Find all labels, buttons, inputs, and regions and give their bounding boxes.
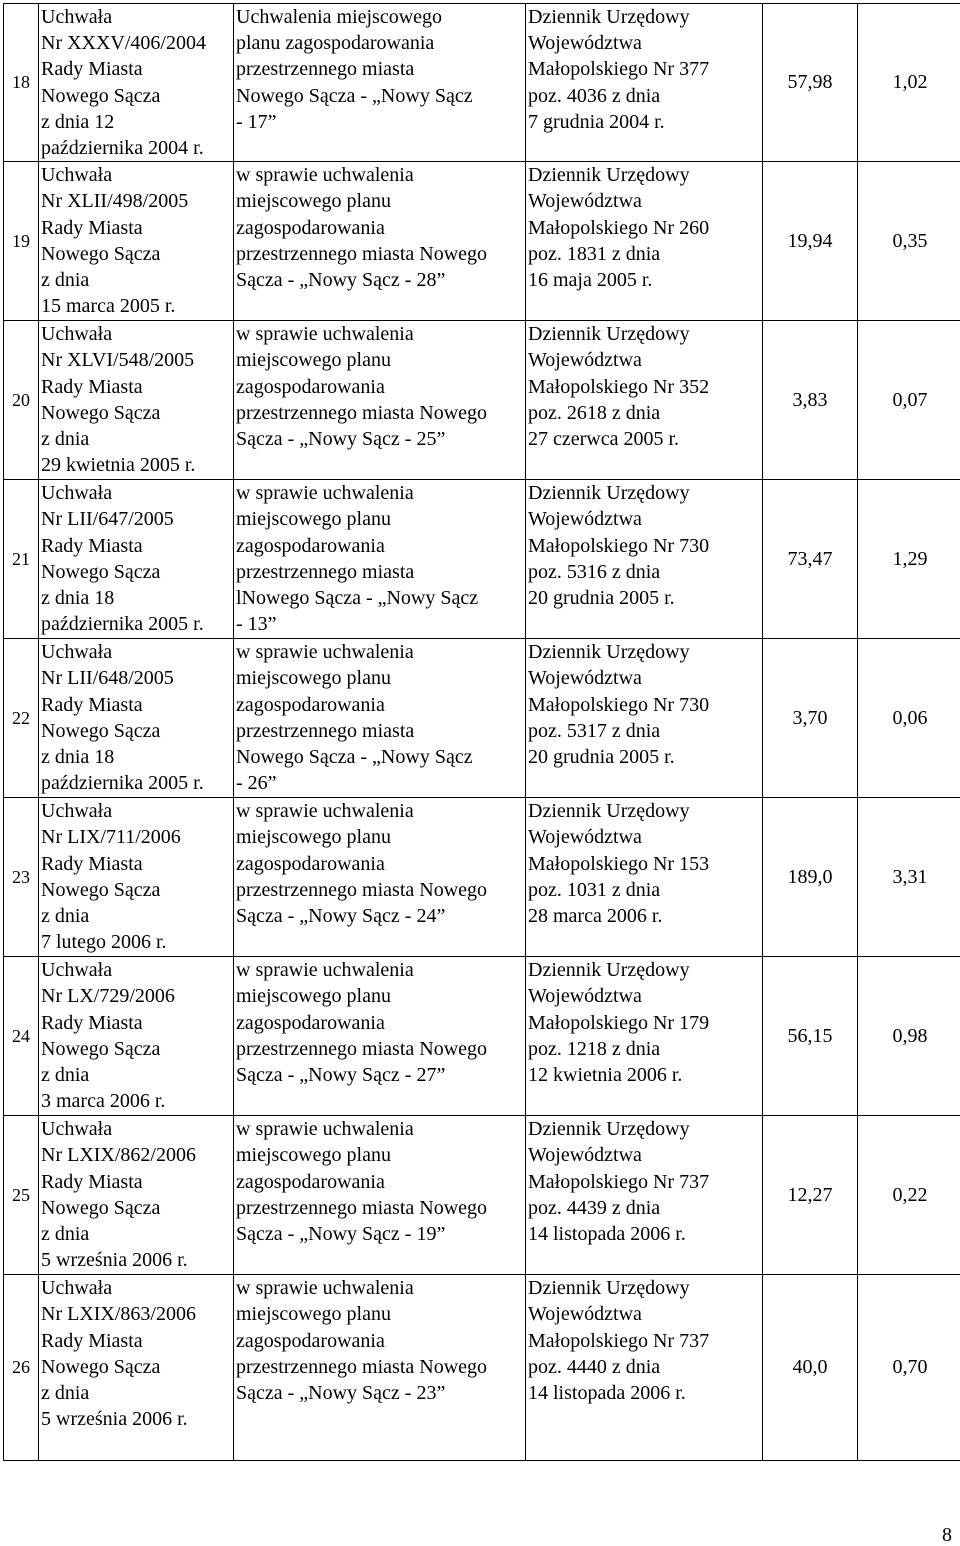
subject-cell: w sprawie uchwalenia miejscowego planu zagospodarowania przestrzennego miasta Nowego Sącza - „Nowy Sącz - 27” [234, 957, 526, 1116]
table-row [4, 4, 960, 162]
share-cell: 0,70 [858, 1275, 960, 1461]
subject-cell: w sprawie uchwalenia miejscowego planu zagospodarowania przestrzennego miasta lNowego Sącza - „Nowy Sącz - 13” [234, 480, 526, 639]
resolution-cell: Uchwała Nr LII/648/2005 Rady Miasta Nowego Sącza z dnia 18 października 2005 r. [39, 639, 234, 798]
subject-cell: Uchwalenia miejscowego planu zagospodarowania przestrzennego miasta Nowego Sącza - „Nowy Sącz - 17” [234, 4, 526, 162]
resolution-cell: Uchwała Nr XXXV/406/2004 Rady Miasta Nowego Sącza z dnia 12 października 2004 r. [39, 4, 234, 162]
row-number: 25 [4, 1116, 39, 1275]
row-number: 20 [4, 321, 39, 480]
resolution-cell: Uchwała Nr XLVI/548/2005 Rady Miasta Nowego Sącza z dnia 29 kwietnia 2005 r. [39, 321, 234, 480]
table-row [4, 957, 960, 1116]
journal-cell: Dziennik Urzędowy Województwa Małopolskiego Nr 352 poz. 2618 z dnia 27 czerwca 2005 r. [526, 321, 763, 480]
table-row [4, 321, 960, 480]
area-cell: 3,83 [763, 321, 858, 480]
share-cell: 0,06 [858, 639, 960, 798]
area-cell: 3,70 [763, 639, 858, 798]
journal-cell: Dziennik Urzędowy Województwa Małopolskiego Nr 737 poz. 4440 z dnia 14 listopada 2006 r. [526, 1275, 763, 1461]
area-cell: 12,27 [763, 1116, 858, 1275]
row-number: 24 [4, 957, 39, 1116]
subject-cell: w sprawie uchwalenia miejscowego planu zagospodarowania przestrzennego miasta Nowego Sącza - „Nowy Sącz - 25” [234, 321, 526, 480]
journal-cell: Dziennik Urzędowy Województwa Małopolskiego Nr 730 poz. 5317 z dnia 20 grudnia 2005 r. [526, 639, 763, 798]
area-cell: 19,94 [763, 162, 858, 321]
subject-cell: w sprawie uchwalenia miejscowego planu zagospodarowania przestrzennego miasta Nowego Sącza - „Nowy Sącz - 24” [234, 798, 526, 957]
area-cell: 189,0 [763, 798, 858, 957]
share-cell: 0,22 [858, 1116, 960, 1275]
share-cell: 0,98 [858, 957, 960, 1116]
journal-cell: Dziennik Urzędowy Województwa Małopolskiego Nr 730 poz. 5316 z dnia 20 grudnia 2005 r. [526, 480, 763, 639]
row-number: 26 [4, 1275, 39, 1461]
area-cell: 57,98 [763, 4, 858, 162]
plans-table [3, 3, 960, 1461]
subject-cell: w sprawie uchwalenia miejscowego planu zagospodarowania przestrzennego miasta Nowego Sącza - „Nowy Sącz - 26” [234, 639, 526, 798]
table-row [4, 639, 960, 798]
area-cell: 40,0 [763, 1275, 858, 1461]
resolution-cell: Uchwała Nr LX/729/2006 Rady Miasta Nowego Sącza z dnia 3 marca 2006 r. [39, 957, 234, 1116]
area-cell: 73,47 [763, 480, 858, 639]
journal-cell: Dziennik Urzędowy Województwa Małopolskiego Nr 179 poz. 1218 z dnia 12 kwietnia 2006 r. [526, 957, 763, 1116]
row-number: 21 [4, 480, 39, 639]
share-cell: 0,35 [858, 162, 960, 321]
table-row [4, 798, 960, 957]
subject-cell: w sprawie uchwalenia miejscowego planu zagospodarowania przestrzennego miasta Nowego Sącza - „Nowy Sącz - 19” [234, 1116, 526, 1275]
journal-cell: Dziennik Urzędowy Województwa Małopolskiego Nr 153 poz. 1031 z dnia 28 marca 2006 r. [526, 798, 763, 957]
share-cell: 0,07 [858, 321, 960, 480]
journal-cell: Dziennik Urzędowy Województwa Małopolskiego Nr 377 poz. 4036 z dnia 7 grudnia 2004 r. [526, 4, 763, 162]
subject-cell: w sprawie uchwalenia miejscowego planu zagospodarowania przestrzennego miasta Nowego Sącza - „Nowy Sącz - 23” [234, 1275, 526, 1461]
subject-cell: w sprawie uchwalenia miejscowego planu zagospodarowania przestrzennego miasta Nowego Sącza - „Nowy Sącz - 28” [234, 162, 526, 321]
table-row [4, 1275, 960, 1461]
table-row [4, 162, 960, 321]
table-row [4, 1116, 960, 1275]
share-cell: 1,29 [858, 480, 960, 639]
share-cell: 3,31 [858, 798, 960, 957]
resolution-cell: Uchwała Nr LXIX/862/2006 Rady Miasta Nowego Sącza z dnia 5 września 2006 r. [39, 1116, 234, 1275]
row-number: 23 [4, 798, 39, 957]
journal-cell: Dziennik Urzędowy Województwa Małopolskiego Nr 737 poz. 4439 z dnia 14 listopada 2006 r. [526, 1116, 763, 1275]
resolution-cell: Uchwała Nr XLII/498/2005 Rady Miasta Nowego Sącza z dnia 15 marca 2005 r. [39, 162, 234, 321]
share-cell: 1,02 [858, 4, 960, 162]
row-number: 18 [4, 4, 39, 162]
page-number: 8 [942, 1525, 952, 1545]
journal-cell: Dziennik Urzędowy Województwa Małopolskiego Nr 260 poz. 1831 z dnia 16 maja 2005 r. [526, 162, 763, 321]
table-row [4, 480, 960, 639]
resolution-cell: Uchwała Nr LII/647/2005 Rady Miasta Nowego Sącza z dnia 18 października 2005 r. [39, 480, 234, 639]
row-number: 22 [4, 639, 39, 798]
resolution-cell: Uchwała Nr LIX/711/2006 Rady Miasta Nowego Sącza z dnia 7 lutego 2006 r. [39, 798, 234, 957]
row-number: 19 [4, 162, 39, 321]
resolution-cell: Uchwała Nr LXIX/863/2006 Rady Miasta Nowego Sącza z dnia 5 września 2006 r. [39, 1275, 234, 1461]
area-cell: 56,15 [763, 957, 858, 1116]
